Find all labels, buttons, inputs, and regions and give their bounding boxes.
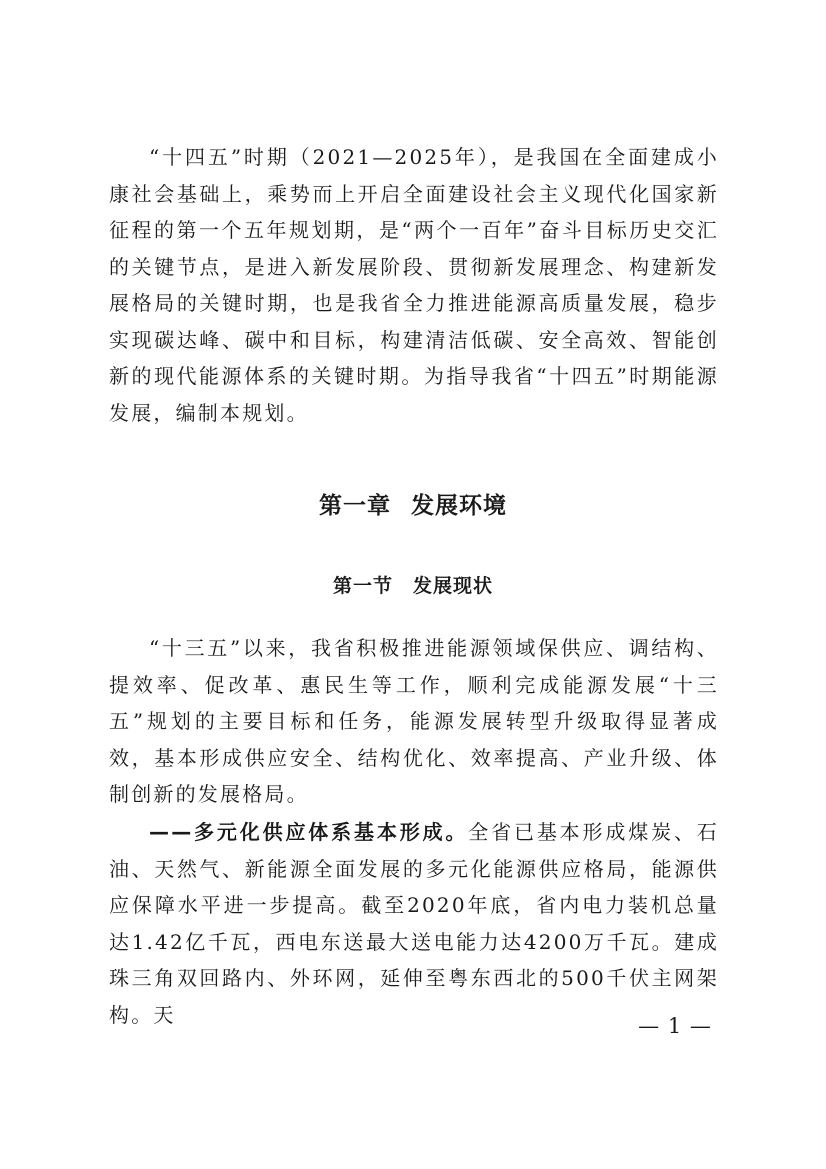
intro-paragraph: “十四五”时期（2021—2025年），是我国在全面建成小康社会基础上，乘势而上开启全面建设社会主义现代化国家新征程的第一个五年规划期，是“两个一百年”奋斗目标历史交汇的关键节点，是进入新发展阶段、贯彻新发展理念、构建新发展格局的关键时期，也是我省全力推进能源高质量发展，稳步实现碳达峰、碳中和目标，构建清洁低碳、安全高效、智能创新的现代能源体系的关键时期。为指导我省“十四五”时期能源发展，编制本规划。 (109, 145, 719, 425)
page-number: — 1 — (638, 1014, 712, 1038)
status-paragraph: “十三五”以来，我省积极推进能源领域保供应、调结构、提效率、促改革、惠民生等工作，顺利完成能源发展“十三五”规划的主要目标和任务，能源发展转型升级取得显著成效，基本形成供应安全、结构优化、效率提高、产业升级、体制创新的发展格局。 (109, 636, 719, 806)
supply-paragraph-lead: ——多元化供应体系基本形成。 (149, 820, 469, 844)
chapter-title: 发展环境 (411, 493, 507, 519)
supply-paragraph-body: 全省已基本形成煤炭、石油、天然气、新能源全面发展的多元化能源供应格局，能源供应保障水平进一步提高。截至2020年底，省内电力装机总量达1.42亿千瓦，西电东送最大送电能力达4200万千瓦。建成珠三角双回路内、外环网，延伸至粤东西北的500千伏主网架构。天 (109, 820, 719, 1027)
section-heading (0, 571, 826, 598)
chapter-number: 第一章 (319, 493, 391, 519)
chapter-heading (0, 487, 826, 520)
section-title: 发展现状 (413, 575, 494, 597)
section-number: 第一节 (332, 575, 393, 597)
supply-paragraph (109, 814, 719, 1033)
